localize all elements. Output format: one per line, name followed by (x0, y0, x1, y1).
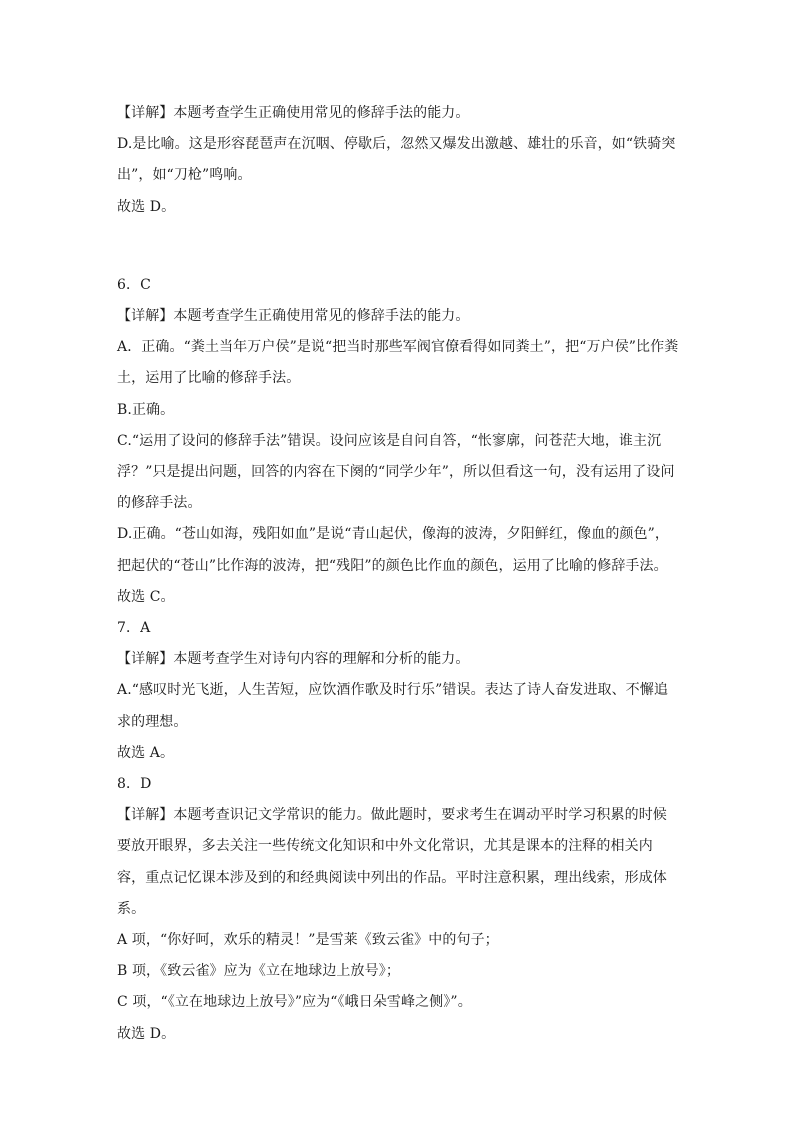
q8-analysis-line-3: 容，重点记忆课本涉及到的和经典阅读中列出的作品。平时注意积累，理出线索，形成体 (117, 869, 667, 886)
q6-option-b: B.正确。 (117, 401, 175, 418)
q5-option-d-line-1: D.是比喻。这是形容琵琶声在沉咽、停歇后，忽然又爆发出激越、雄壮的乐音，如“铁骑突 (117, 136, 676, 153)
q8-conclusion: 故选 D。 (117, 1025, 176, 1042)
q8-analysis-line-4: 系。 (117, 900, 146, 917)
q7-conclusion: 故选 A。 (117, 744, 175, 761)
q7-option-a-line-2: 求的理想。 (117, 713, 188, 730)
q5-conclusion: 故选 D。 (117, 198, 176, 215)
q7-option-a-line-1: A.“感叹时光飞逝，人生苦短，应饮酒作歌及时行乐”错误。表达了诗人奋发进取、不懈追 (117, 682, 668, 699)
q8-analysis-line-1: 【详解】本题考查识记文学常识的能力。做此题时，要求考生在调动平时学习积累的时候 (117, 807, 667, 824)
answer-explanation-page (117, 98, 677, 1050)
q8-analysis-line-2: 要放开眼界，多去关注一些传统文化知识和中外文化常识，尤其是课本的注释的相关内 (117, 838, 653, 855)
q6-answer: 6．C (117, 276, 151, 293)
q6-option-a-line-2: 土，运用了比喻的修辞手法。 (117, 370, 301, 387)
q6-option-a-line-1: A．正确。“粪土当年万户侯”是说“把当时那些军阀官僚看得如同粪土”，把“万户侯”比作粪 (117, 339, 679, 356)
q7-analysis-heading: 【详解】本题考查学生对诗句内容的理解和分析的能力。 (117, 651, 470, 668)
q8-item-c: C 项，“《立在地球边上放号》”应为“《峨日朵雪峰之侧》”。 (117, 994, 472, 1011)
q6-option-c-line-1: C.“运用了设问的修辞手法”错误。设问应该是自问自答，“怅寥廓，问苍茫大地，谁主沉 (117, 432, 662, 449)
q6-option-c-line-3: 的修辞手法。 (117, 495, 202, 512)
q6-option-c-line-2: 浮？”只是提出问题，回答的内容在下阕的“同学少年”，所以但看这一句，没有运用了设问 (117, 464, 675, 481)
q8-item-a: A 项，“你好呵，欢乐的精灵！”是雪莱《致云雀》中的句子； (117, 932, 499, 949)
q6-option-d-line-1: D.正确。“苍山如海，残阳如血”是说“青山起伏，像海的波涛，夕阳鲜红，像血的颜色”， (117, 526, 670, 543)
q8-answer: 8．D (117, 776, 152, 793)
q6-option-d-line-2: 把起伏的“苍山”比作海的波涛，把“残阳”的颜色比作血的颜色，运用了比喻的修辞手法。 (117, 557, 668, 574)
q7-answer: 7．A (117, 620, 151, 637)
q5-option-d-line-2: 出”，如“刀枪”鸣响。 (117, 167, 252, 184)
q8-item-b: B 项，《致云雀》应为《立在地球边上放号》； (117, 963, 400, 980)
q5-analysis-heading: 【详解】本题考查学生正确使用常见的修辞手法的能力。 (117, 105, 470, 121)
section-spacer (117, 223, 677, 270)
q6-conclusion: 故选 C。 (117, 588, 175, 605)
q6-analysis-heading: 【详解】本题考查学生正确使用常见的修辞手法的能力。 (117, 308, 470, 325)
